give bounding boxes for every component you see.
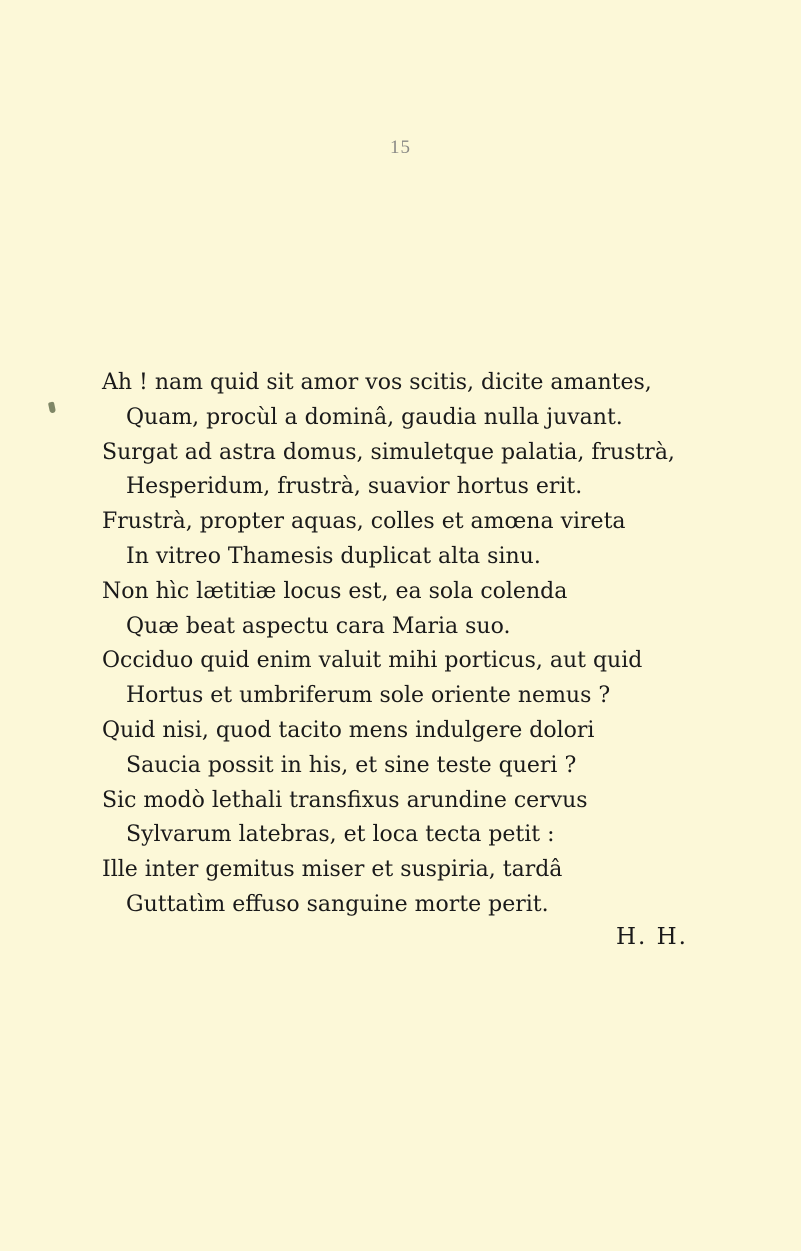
poem-line-16: Guttatìm effuso sanguine morte perit. <box>126 891 549 917</box>
poem-line-14: Sylvarum latebras, et loca tecta petit : <box>126 822 555 848</box>
poem-line-3: Surgat ad astra domus, simuletque palatia, frustrà, <box>102 439 675 465</box>
poem-line-5: Frustrà, propter aquas, colles et amœna vireta <box>102 509 626 535</box>
poem-line-9: Occiduo quid enim valuit mihi porticus, aut quid <box>102 648 643 674</box>
poem-line-10: Hortus et umbriferum sole oriente nemus ? <box>126 683 611 709</box>
poem-line-1: Ah ! nam quid sit amor vos scitis, dicite amantes, <box>102 370 652 395</box>
page-number: 15 <box>390 137 411 158</box>
poem-line-11: Quid nisi, quod tacito mens indulgere dolori <box>102 717 595 743</box>
poem-line-4: Hesperidum, frustrà, suavior hortus erit. <box>126 474 583 500</box>
poem-line-13: Sic modò lethali transfixus arundine cervus <box>102 787 588 813</box>
poem-line-6: In vitreo Thamesis duplicat alta sinu. <box>126 543 541 569</box>
poem-line-7: Non hìc lætitiæ locus est, ea sola colenda <box>102 578 568 604</box>
poem-line-8: Quæ beat aspectu cara Maria suo. <box>126 613 511 639</box>
poem-line-15: Ille inter gemitus miser et suspiria, tardâ <box>102 857 563 883</box>
author-signature: H. H. <box>615 924 688 950</box>
latin-poem <box>0 366 801 923</box>
poem-line-12: Saucia possit in his, et sine teste queri ? <box>126 752 577 778</box>
poem-line-2: Quam, procùl a dominâ, gaudia nulla juvant. <box>126 404 623 430</box>
